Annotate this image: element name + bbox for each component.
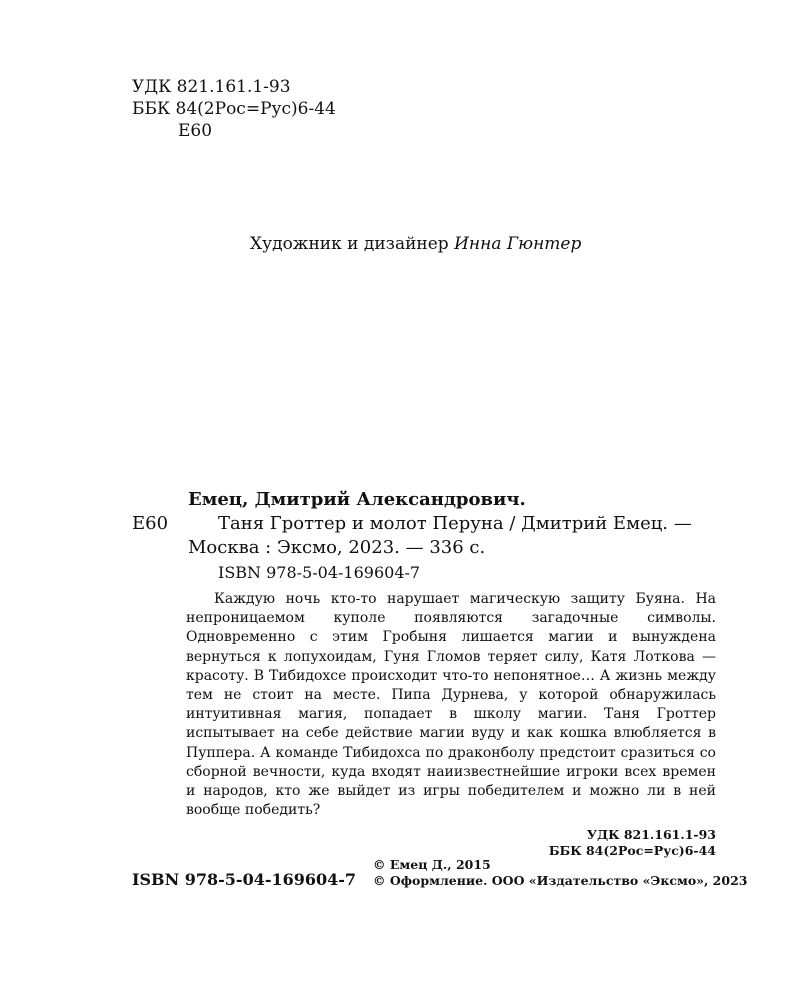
bibliographic-title: Таня Гроттер и молот Перуна / Дмитрий Емец. — [218, 513, 692, 534]
footer-udk: УДК 821.161.1-93 [586, 827, 716, 842]
copyright-author: © Емец Д., 2015 [373, 857, 491, 872]
bibliographic-author: Емец, Дмитрий Александрович. [188, 489, 526, 510]
bibliographic-isbn: ISBN 978-5-04-169604-7 [218, 563, 421, 582]
footer-bbk: ББК 84(2Рос=Рус)6-44 [548, 843, 716, 858]
copyright-design: © Оформление. ООО «Издательство «Эксмо», 2023 [373, 873, 748, 888]
illustrator-role: Художник и дизайнер [250, 234, 449, 254]
bibliographic-publication: Москва : Эксмо, 2023. — 336 с. [188, 537, 486, 558]
bibliographic-author-code: Е60 [132, 513, 169, 534]
illustrator-credit [250, 234, 581, 254]
footer-isbn: ISBN 978-5-04-169604-7 [132, 870, 357, 889]
illustrator-name: Инна Гюнтер [454, 234, 582, 254]
udk-code: УДК 821.161.1-93 [132, 77, 291, 97]
author-sign-code: Е60 [178, 121, 213, 141]
book-annotation: Каждую ночь кто-то нарушает магическую защиту Буяна. На непроницаемом куполе появляются загадочные символы. Одновременно с этим Гробыня лишается магии и вынуждена вернуться к лопухоидам, Гуня Гломов теряет силу, Катя Лоткова — красоту. В Тибидохсе происходит что-то непонятное… А жизнь между тем не стоит на месте. Пипа Дурнева, у которой обнаружилась интуитивная магия, попадает в школу магии. Таня Гроттер испытывает на себе действие магии вуду и как кошка влюбляется в Пуппера. А команде Тибидохса по драконболу предстоит сразиться со сборной вечности, куда входят наиизвестнейшие игроки всех времен и народов, кто же выйдет из игры победителем и можно ли в ней вообще победить? [186, 591, 716, 819]
bbk-code: ББК 84(2Рос=Рус)6-44 [132, 99, 336, 119]
